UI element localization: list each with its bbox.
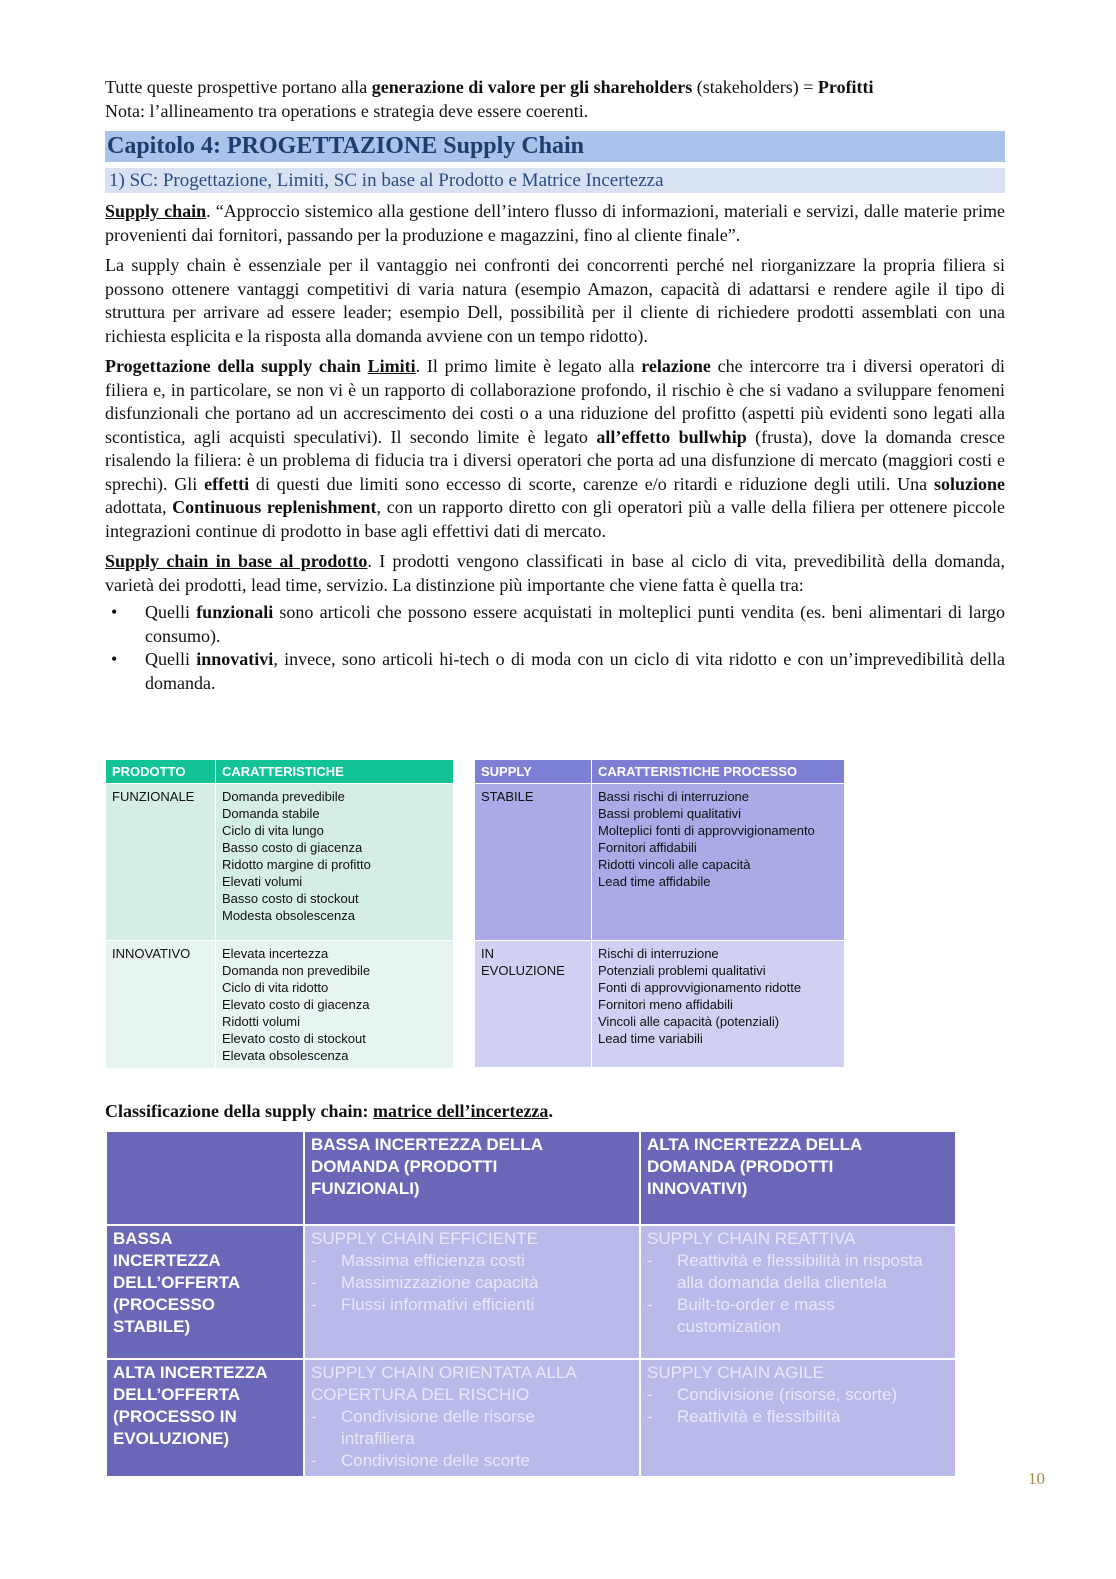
matrix-row-header: BASSA INCERTEZZA DELL’OFFERTA (PROCESSO STABILE) [106, 1225, 304, 1359]
table-cell: Elevata incertezza Domanda non prevedibile Ciclo di vita ridotto Elevato costo di giacenza Ridotti volumi Elevato costo di stockout Elevata obsolescenza [216, 941, 454, 1069]
table-header: PRODOTTO [106, 760, 216, 784]
table-header: CARATTERISTICHE [216, 760, 454, 784]
document-body [105, 76, 1005, 695]
bullet-icon: • [111, 602, 118, 622]
list-item: • Quelli innovativi, invece, sono articoli hi-tech o di moda con un ciclo di vita ridotto e con un’imprevedibilità della domanda. [111, 649, 1005, 693]
chapter-heading: Capitolo 4: PROGETTAZIONE Supply Chain [105, 131, 1005, 162]
page-number: 10 [1028, 1469, 1045, 1488]
paragraph-limits: Progettazione della supply chain Limiti. Il primo limite è legato alla relazione che intercorre tra i diversi operatori di filiera e, in particolare, se non vi è un rapporto di collaborazione profondo, il rischio è che si vadano a sviluppare fenomeni disfunzionali che portano ad un accrescimento dei costi o a una riduzione del profitto (aspetti più evidenti sono legati alla scontistica, agli acquisti speculativi). Il secondo limite è legato all’effetto bullwhip (frusta), dove la domanda cresce risalendo la filiera: è un problema di fiducia tra i diversi operatori che porta ad una disfunzione di mercato (maggiori costi e sprechi). Gli effetti di questi due limiti sono eccesso di scorte, carenze e/o ritardi e riduzione degli utili. Una soluzione adottata, Continuous replenishment, con un rapporto diretto con gli operatori più a valle della filiera per ottenere piccole integrazioni continue di prodotto in base agli effettivi dati di mercato. [105, 356, 1006, 541]
table-header: SUPPLY [475, 760, 592, 784]
table-row-label: IN EVOLUZIONE [475, 941, 592, 1068]
uncertainty-matrix [105, 1130, 957, 1478]
matrix-cell-risk-hedging: SUPPLY CHAIN ORIENTATA ALLA COPERTURA DEL RISCHIO - Condivisione delle risorse intrafiliera - Condivisione delle scorte [304, 1359, 640, 1477]
list-item: • Quelli funzionali sono articoli che possono essere acquistati in molteplici punti vendita (es. beni alimentari di largo consumo). [111, 602, 1005, 646]
table-header: CARATTERISTICHE PROCESSO [592, 760, 845, 784]
matrix-row-header: ALTA INCERTEZZA DELL’OFFERTA (PROCESSO IN EVOLUZIONE) [106, 1359, 304, 1477]
table-row-label: FUNZIONALE [106, 784, 216, 941]
matrix-title: Classificazione della supply chain: matrice dell’incertezza. [105, 1101, 553, 1121]
paragraph-competitive-advantage: La supply chain è essenziale per il vantaggio nei confronti dei concorrenti perché nel riorganizzare la propria filiera si possono ottenere vantaggi competitivi di varia natura (esempio Amazon, capacità di adattarsi e rendere agile il tipo di struttura per arrivare ad essere leader; esempio Dell, possibilità per il cliente di richiedere prodotti assemblati con una richiesta esplicita e la risposta alla domanda avviene con un tempo ridotto). [105, 255, 1005, 346]
matrix-cell-responsive: SUPPLY CHAIN REATTIVA - Reattività e flessibilità in risposta alla domanda della clientela - Built-to-order e mass customization [640, 1225, 956, 1359]
paragraph-supply-chain-definition: Supply chain. “Approccio sistemico alla gestione dell’intero flusso di informazioni, materiali e servizi, dalle materie prime provenienti dai fornitori, passando per la produzione e magazzini, fino al cliente finale”. [105, 201, 1005, 245]
matrix-col-header: BASSA INCERTEZZA DELLA DOMANDA (PRODOTTI FUNZIONALI) [304, 1131, 640, 1225]
matrix-cell-efficient: SUPPLY CHAIN EFFICIENTE - Massima efficienza costi - Massimizzazione capacità - Flussi informativi efficienti [304, 1225, 640, 1359]
matrix-corner [106, 1131, 304, 1225]
table-cell: Domanda prevedibile Domanda stabile Ciclo di vita lungo Basso costo di giacenza Ridotto margine di profitto Elevati volumi Basso costo di stockout Modesta obsolescenza [216, 784, 454, 941]
matrix-col-header: ALTA INCERTEZZA DELLA DOMANDA (PRODOTTI INNOVATIVI) [640, 1131, 956, 1225]
matrix-cell-agile: SUPPLY CHAIN AGILE - Condivisione (risorse, scorte) - Reattività e flessibilità [640, 1359, 956, 1477]
product-table [105, 759, 454, 1069]
bullet-icon: • [111, 649, 118, 669]
table-row-label: INNOVATIVO [106, 941, 216, 1069]
section-heading: 1) SC: Progettazione, Limiti, SC in base al Prodotto e Matrice Incertezza [105, 168, 1005, 193]
paragraph-product-based: Supply chain in base al prodotto. I prodotti vengono classificati in base al ciclo di vita, prevedibilità della domanda, varietà dei prodotti, lead time, servizio. La distinzione più importante che viene fatta è quella tra: [105, 551, 1006, 595]
intro-line-1: Tutte queste prospettive portano alla generazione di valore per gli shareholders (stakeholders) = Profitti [105, 77, 874, 97]
table-cell: Rischi di interruzione Potenziali problemi qualitativi Fonti di approvvigionamento ridotte Fornitori meno affidabili Vincoli alle capacità (potenziali) Lead time variabili [592, 941, 845, 1068]
intro-line-2: Nota: l’allineamento tra operations e strategia deve essere coerenti. [105, 100, 589, 121]
table-row-label: STABILE [475, 784, 592, 941]
table-cell: Bassi rischi di interruzione Bassi problemi qualitativi Molteplici fonti di approvvigionamento Fornitori affidabili Ridotti vincoli alle capacità Lead time affidabile [592, 784, 845, 941]
product-type-list [105, 601, 1005, 695]
supply-table [474, 759, 845, 1068]
